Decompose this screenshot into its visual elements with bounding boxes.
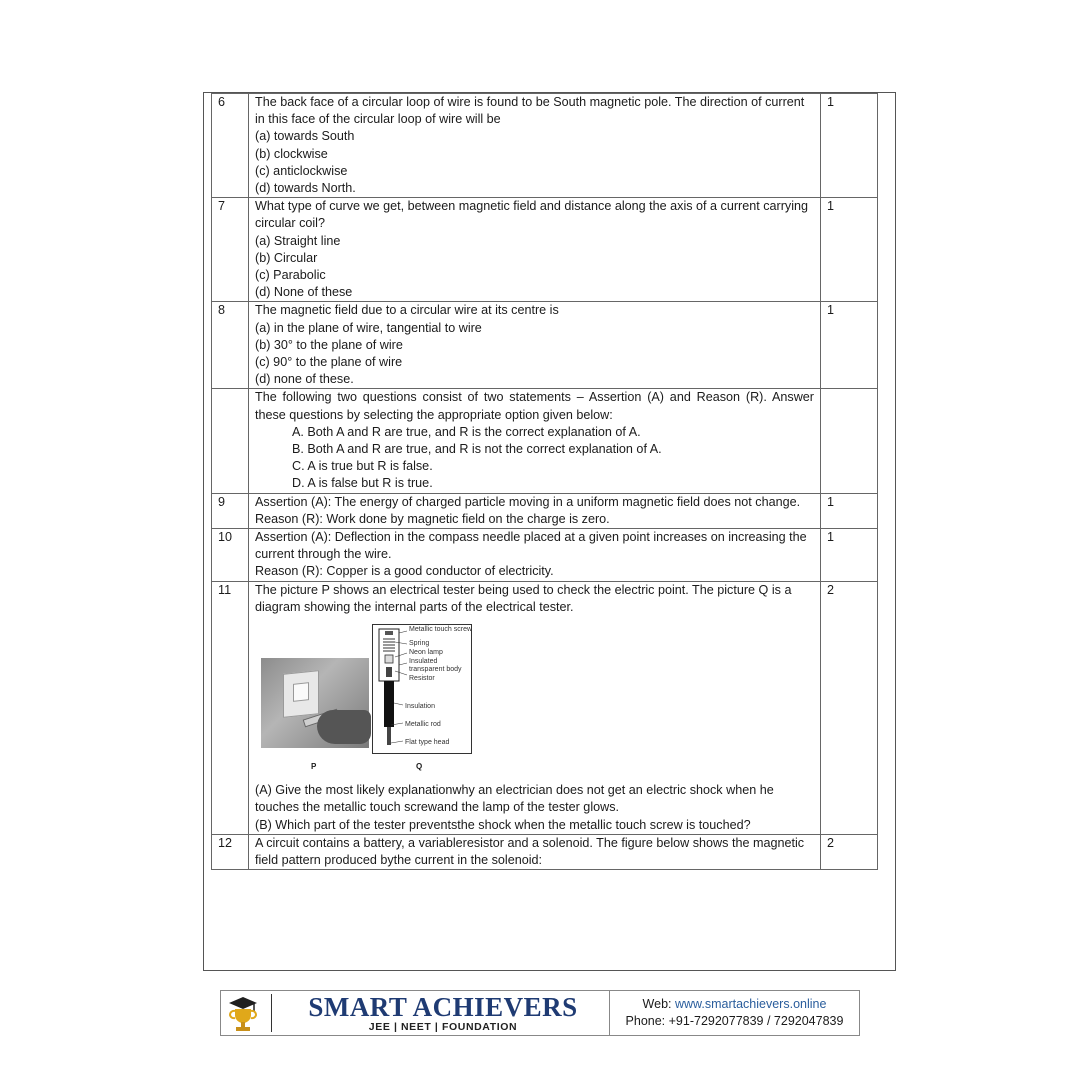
- label-insulated-body: Insulated transparent body: [409, 658, 462, 674]
- question-number: 10: [212, 529, 249, 582]
- web-line: [643, 996, 827, 1013]
- tester-photo-p: [261, 658, 369, 748]
- figure-label-q: Q: [416, 762, 423, 772]
- question-body: [249, 493, 821, 528]
- label-metallic-touch-screw: Metallic touch screw: [409, 626, 473, 634]
- question-number: 7: [212, 198, 249, 302]
- question-number: [212, 389, 249, 493]
- question-body: [249, 834, 821, 869]
- hand: [317, 710, 371, 744]
- label-spring: Spring: [409, 640, 430, 648]
- label-neon-lamp: Neon lamp: [409, 649, 443, 657]
- brand-name: SMART ACHIEVERS: [308, 992, 578, 1022]
- figure-label-p: P: [311, 762, 317, 772]
- questions-table: [211, 93, 878, 870]
- instructions-text: The following two questions consist of two statements – Assertion (A) and Reason (R). Answer these questions by selecting the appropriate option given below:: [255, 390, 814, 422]
- option-c: (c) anticlockwise: [255, 163, 348, 178]
- question-text: The magnetic field due to a circular wire at its centre is: [255, 303, 559, 318]
- footer-banner: [220, 990, 860, 1036]
- question-number: 9: [212, 493, 249, 528]
- switch-plate: [283, 670, 319, 718]
- question-row-7: [212, 198, 878, 302]
- question-text: The back face of a circular loop of wire is found to be South magnetic pole. The direction of current in this face of the circular loop of wire will be: [255, 95, 805, 127]
- question-body: [249, 302, 821, 389]
- label-flat-type-head: Flat type head: [405, 739, 450, 747]
- web-label: Web:: [642, 997, 672, 1011]
- assertion-text: Assertion (A): Deflection in the compass needle placed at a given point increases on increasing the current through the wire.: [255, 530, 807, 562]
- question-body: [249, 198, 821, 302]
- label-metallic-rod: Metallic rod: [405, 721, 441, 729]
- option-b: (b) clockwise: [255, 146, 328, 161]
- option-a: (a) in the plane of wire, tangential to wire: [255, 320, 482, 335]
- question-row-11: [212, 581, 878, 834]
- reason-text: Reason (R): Copper is a good conductor of electricity.: [255, 564, 554, 579]
- question-row-9: [212, 493, 878, 528]
- choice-a: A. Both A and R are true, and R is the correct explanation of A.: [292, 424, 641, 439]
- question-text: What type of curve we get, between magnetic field and distance along the axis of a current carrying circular coil?: [255, 199, 809, 231]
- reason-text: Reason (R): Work done by magnetic field on the charge is zero.: [255, 511, 610, 526]
- question-marks: 1: [821, 198, 878, 302]
- question-row-8: [212, 302, 878, 389]
- question-marks: 2: [821, 834, 878, 869]
- trophy-graduation-icon: [221, 993, 265, 1033]
- choice-b: B. Both A and R are true, and R is not the correct explanation of A.: [292, 442, 662, 457]
- question-marks: 1: [821, 529, 878, 582]
- label-insulation: Insulation: [405, 703, 435, 711]
- option-c: (c) 90° to the plane of wire: [255, 355, 403, 370]
- switch-rocker: [293, 682, 309, 702]
- question-marks: 1: [821, 94, 878, 198]
- question-row-10: [212, 529, 878, 582]
- contact-block: [610, 991, 859, 1035]
- logo-divider: [271, 994, 272, 1032]
- phone-line: Phone: +91-7292077839 / 7292047839: [625, 1014, 844, 1028]
- option-c: (c) Parabolic: [255, 268, 326, 283]
- option-d: (d) none of these.: [255, 372, 354, 387]
- brand-tagline: JEE | NEET | FOUNDATION: [368, 1021, 518, 1033]
- question-body: [249, 94, 821, 198]
- question-number: 8: [212, 302, 249, 389]
- brand-block: [278, 993, 608, 1033]
- option-a: (a) towards South: [255, 129, 355, 144]
- question-text: The picture P shows an electrical tester being used to check the electric point. The picture Q is a diagram showing the internal parts of the electrical tester.: [255, 582, 792, 614]
- tester-figure: [255, 620, 814, 780]
- part-b-text: (B) Which part of the tester preventsthe shock when the metallic touch screw is touched?: [255, 817, 751, 832]
- logo-box: [221, 991, 610, 1035]
- question-marks: 2: [821, 581, 878, 834]
- option-b: (b) Circular: [255, 250, 318, 265]
- choice-c: C. A is true but R is false.: [292, 459, 433, 474]
- question-marks: 1: [821, 493, 878, 528]
- tester-diagram-q: [372, 624, 472, 754]
- assertion-text: Assertion (A): The energy of charged particle moving in a uniform magnetic field does not change.: [255, 494, 801, 509]
- question-text: A circuit contains a battery, a variableresistor and a solenoid. The figure below shows the magnetic field pattern produced bythe current in the solenoid:: [255, 835, 805, 867]
- assertion-instructions-row: [212, 389, 878, 493]
- web-link[interactable]: www.smartachievers.online: [674, 997, 827, 1011]
- question-row-12: [212, 834, 878, 869]
- question-marks: [821, 389, 878, 493]
- option-a: (a) Straight line: [255, 233, 341, 248]
- question-row-6: [212, 94, 878, 198]
- part-a-text: (A) Give the most likely explanationwhy an electrician does not get an electric shock when he touches the metallic touch screwand the lamp of the tester glows.: [255, 783, 774, 815]
- question-body: [249, 581, 821, 834]
- option-d: (d) None of these: [255, 285, 353, 300]
- question-number: 6: [212, 94, 249, 198]
- question-marks: 1: [821, 302, 878, 389]
- option-d: (d) towards North.: [255, 181, 356, 196]
- question-number: 12: [212, 834, 249, 869]
- question-number: 11: [212, 581, 249, 834]
- choice-d: D. A is false but R is true.: [292, 476, 433, 491]
- instructions-body: [249, 389, 821, 493]
- question-body: [249, 529, 821, 582]
- label-resistor: Resistor: [409, 675, 435, 683]
- option-b: (b) 30° to the plane of wire: [255, 337, 403, 352]
